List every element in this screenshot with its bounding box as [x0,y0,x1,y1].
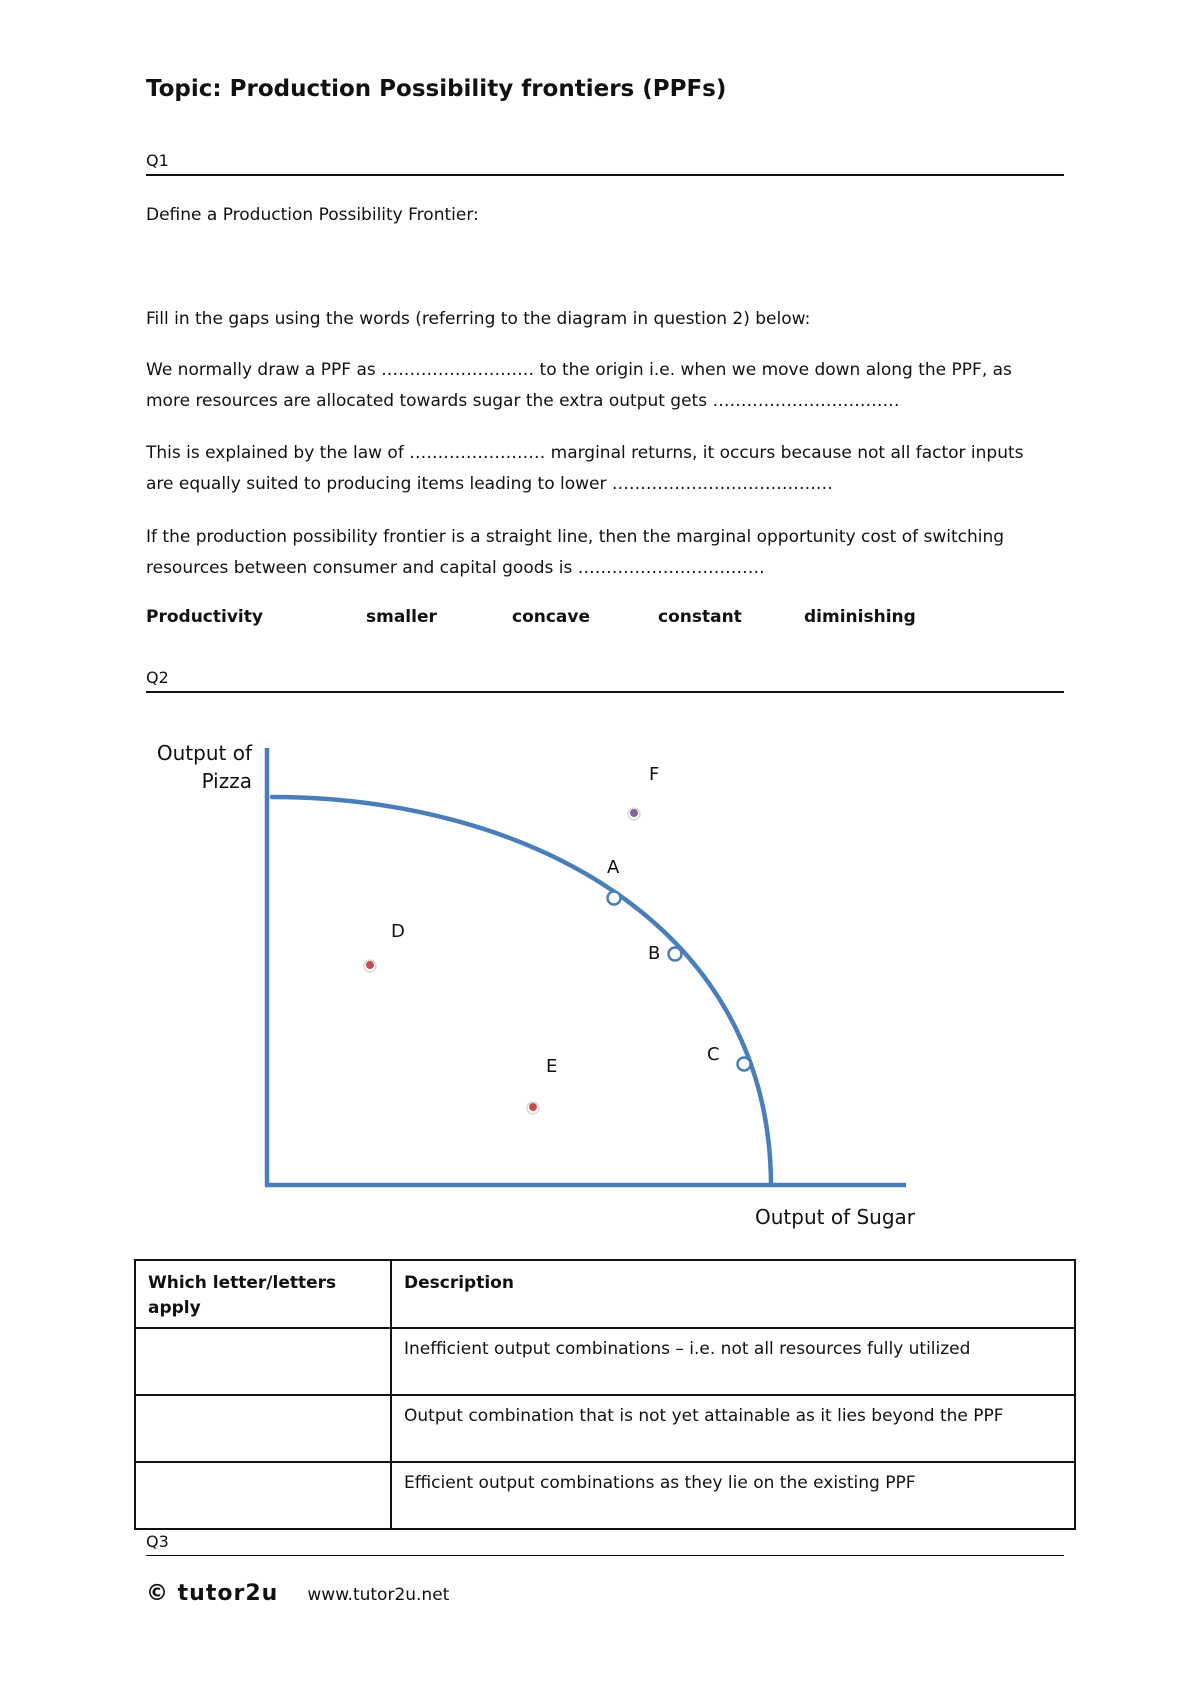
letters-answer-cell[interactable] [135,1462,391,1529]
point-b-label: B [648,943,661,964]
q1-paragraph-3-line-2: resources between consumer and capital goods is …………………………… [146,558,765,578]
q1-paragraph-1-line-2: more resources are allocated towards sugar the extra output gets …………………………… [146,391,900,411]
ppf-curve [272,797,771,1185]
y-axis-label-line-1: Output of [156,741,252,765]
word-bank-item: constant [658,607,742,627]
q2-label: Q2 [146,668,169,687]
word-bank-item: smaller [366,607,437,627]
word-bank-item: diminishing [804,607,916,627]
letters-answer-cell[interactable] [135,1395,391,1462]
point-b-marker [669,948,682,961]
q1-define-prompt: Define a Production Possibility Frontier: [146,205,479,225]
point-d-label: D [391,921,405,942]
q3-divider [146,1555,1064,1556]
page-title: Topic: Production Possibility frontiers (PPFs) [146,76,727,102]
table-row [135,1462,1075,1529]
answer-table [134,1259,1076,1530]
q1-paragraph-2-line-2: are equally suited to producing items leading to lower ………………………………… [146,474,833,494]
y-axis-label-line-2: Pizza [201,769,252,793]
letters-answer-cell[interactable] [135,1328,391,1395]
q1-paragraph-1-line-1: We normally draw a PPF as ……………………… to the origin i.e. when we move down along the PPF, as [146,360,1012,380]
description-cell: Output combination that is not yet attainable as it lies beyond the PPF [391,1395,1075,1462]
ppf-diagram [140,730,920,1250]
q1-paragraph-2-line-1: This is explained by the law of …………………… marginal returns, it occurs because not all factor inputs [146,443,1024,463]
q1-label: Q1 [146,151,169,170]
description-cell: Inefficient output combinations – i.e. not all resources fully utilized [391,1328,1075,1395]
table-header-row [135,1260,1075,1328]
website-link[interactable]: www.tutor2u.net [307,1585,450,1605]
letters-column-header: Which letter/letters apply [135,1260,391,1328]
table-row [135,1328,1075,1395]
q2-divider [146,691,1064,693]
q3-label: Q3 [146,1532,169,1551]
description-column-header: Description [391,1260,1075,1328]
point-c-marker [738,1058,751,1071]
point-f-label: F [649,764,660,785]
point-a-marker [608,892,621,905]
point-f-marker [630,809,638,817]
q1-paragraph-3-line-1: If the production possibility frontier is a straight line, then the marginal opportunity cost of switching [146,527,1005,547]
q1-fill-instruction: Fill in the gaps using the words (referring to the diagram in question 2) below: [146,309,811,329]
point-a-label: A [607,857,620,878]
word-bank-item: concave [512,607,591,627]
x-axis-label: Output of Sugar [755,1205,916,1229]
point-e-label: E [546,1056,558,1077]
brand-logo: © tutor2u [146,1581,279,1606]
word-bank-item: Productivity [146,607,263,627]
footer [146,1581,449,1606]
description-cell: Efficient output combinations as they lie on the existing PPF [391,1462,1075,1529]
q1-divider [146,174,1064,176]
point-e-marker [529,1103,537,1111]
point-c-label: C [707,1044,720,1065]
table-row [135,1395,1075,1462]
point-d-marker [366,961,374,969]
